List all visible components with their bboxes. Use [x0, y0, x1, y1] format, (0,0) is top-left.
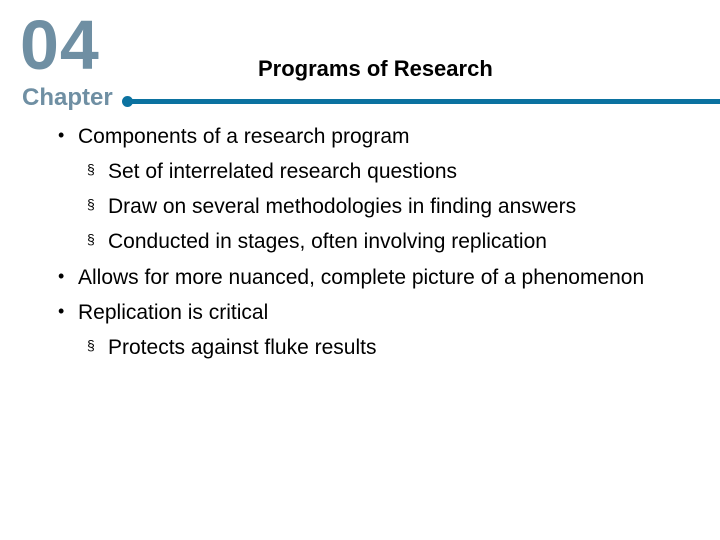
bullet-icon: • — [58, 265, 65, 286]
sub-bullet-item — [54, 230, 694, 254]
chapter-label: Chapter — [22, 84, 113, 111]
bullet-icon: • — [58, 300, 65, 321]
sub-bullet-item — [54, 336, 694, 360]
sub-bullet-text: Protects against fluke results — [108, 335, 377, 359]
sub-bullet-text: Draw on several methodologies in finding answers — [108, 195, 577, 219]
slide-title: Programs of Research — [258, 56, 493, 81]
bullet-text: Allows for more nuanced, complete picture of a phenomenon — [78, 265, 645, 289]
bullet-text: Replication is critical — [78, 300, 269, 324]
sub-bullet-text: Conducted in stages, often involving replication — [108, 230, 547, 254]
sub-bullet-icon: § — [87, 196, 95, 213]
sub-bullet-item — [54, 195, 694, 219]
bullet-item — [54, 301, 694, 325]
sub-bullet-icon: § — [87, 161, 95, 178]
bullet-icon: • — [58, 125, 65, 145]
bullet-item — [54, 125, 694, 149]
bullet-item — [54, 266, 694, 290]
sub-bullet-icon: § — [87, 231, 95, 248]
bullet-text: Components of a research program — [78, 125, 410, 148]
chapter-number: 04 — [20, 6, 100, 84]
sub-bullet-icon: § — [87, 336, 95, 353]
header-rule — [128, 99, 720, 104]
sub-bullet-text: Set of interrelated research questions — [108, 160, 458, 184]
sub-bullet-item — [54, 160, 694, 184]
bullet-list — [54, 125, 694, 371]
